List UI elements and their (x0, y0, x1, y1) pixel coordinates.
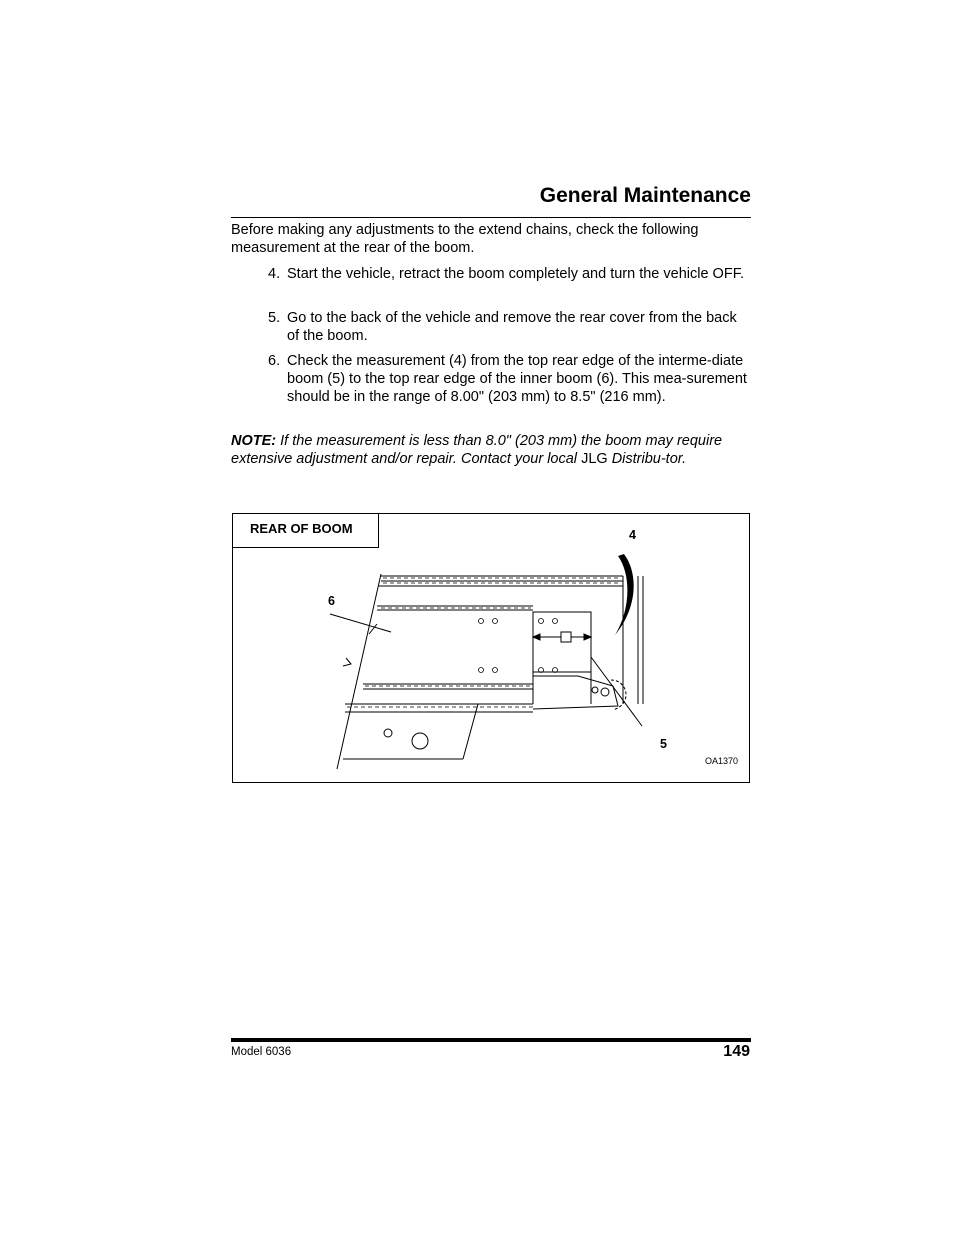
callout-4: 4 (629, 528, 636, 542)
step-text: Start the vehicle, retract the boom completely and turn the vehicle OFF. (287, 266, 744, 282)
note-text-end: Distribu-tor. (611, 451, 687, 467)
page-title: General Maintenance (539, 184, 751, 207)
title-divider (231, 217, 751, 218)
footer-model: Model 6036 (231, 1046, 292, 1058)
step-number: 4. (268, 266, 281, 282)
figure-code: OA1370 (705, 756, 739, 766)
note-paragraph (231, 432, 756, 468)
step-number: 6. (268, 353, 281, 369)
boom-illustration (233, 514, 749, 782)
step-number: 5. (268, 310, 281, 326)
note-brand: JLG (581, 451, 608, 467)
note-label: NOTE: (231, 433, 277, 449)
boom-figure (232, 513, 750, 783)
callout-6: 6 (328, 594, 335, 608)
step-text: Check the measurement (4) from the top rear edge of the interme-diate boom (5) to the top rear edge of the inner boom (6). This mea-surement should be in the range of 8.00" (203 mm) to 8.5" (216 mm). (287, 353, 747, 405)
footer-divider (231, 1038, 751, 1042)
note-text: If the measurement is less than 8.0" (203 mm) the boom may require extensive adjustment and/or repair. Contact your local (231, 433, 723, 467)
step-text: Go to the back of the vehicle and remove the rear cover from the back of the boom. (287, 310, 737, 344)
page-number: 149 (723, 1043, 750, 1060)
figure-label: REAR OF BOOM (233, 514, 379, 548)
callout-5: 5 (660, 737, 667, 751)
intro-paragraph: Before making any adjustments to the extend chains, check the following measurement at the rear of the boom. (231, 222, 699, 256)
